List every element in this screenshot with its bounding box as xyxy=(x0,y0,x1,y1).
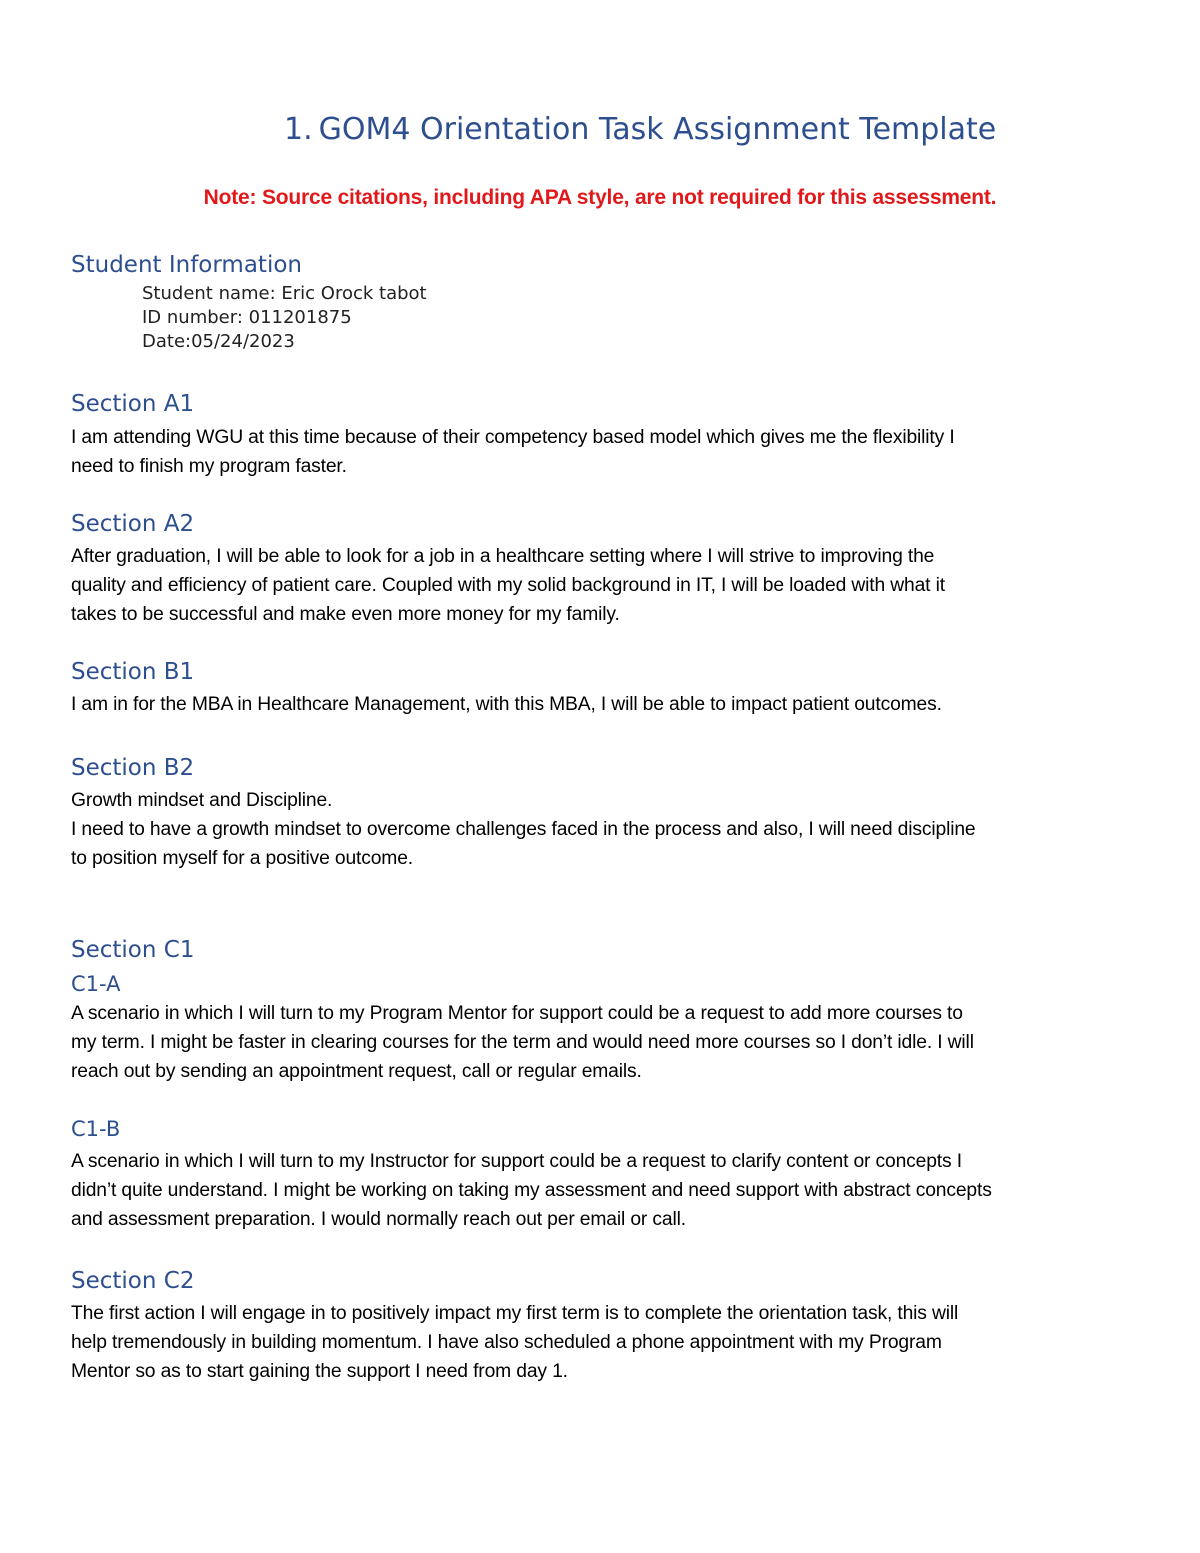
section-b2-line: Growth mindset and Discipline. xyxy=(71,790,333,811)
section-c1b-heading: C1-B xyxy=(71,1117,121,1141)
section-b2-heading: Section B2 xyxy=(71,755,195,781)
section-b1-body xyxy=(71,690,1141,719)
section-c2-line: Mentor so as to start gaining the support I need from day 1. xyxy=(71,1361,568,1382)
assessment-note: Note: Source citations, including APA style, are not required for this assessment. xyxy=(203,186,997,209)
section-b2-line: to position myself for a positive outcome. xyxy=(71,848,413,869)
section-c1b-line: and assessment preparation. I would normally reach out per email or call. xyxy=(71,1209,686,1230)
section-a2-body xyxy=(71,542,1141,629)
document-title xyxy=(284,112,996,147)
section-c1a-line: my term. I might be faster in clearing courses for the term and would need more courses so I don’t idle. I will xyxy=(71,1032,974,1053)
section-c2-line: help tremendously in building momentum. I have also scheduled a phone appointment with my Program xyxy=(71,1332,942,1353)
student-id-line: ID number: 011201875 xyxy=(142,307,352,328)
section-a1-line: I am attending WGU at this time because of their competency based model which gives me the flexibility I xyxy=(71,427,955,448)
section-c1a-body xyxy=(71,999,1141,1086)
section-a1-body xyxy=(71,423,1141,481)
section-a1-heading: Section A1 xyxy=(71,391,195,417)
title-text: GOM4 Orientation Task Assignment Template xyxy=(318,112,997,147)
section-a2-heading: Section A2 xyxy=(71,511,195,537)
student-date-line: Date:05/24/2023 xyxy=(142,331,295,352)
section-b1-heading: Section B1 xyxy=(71,659,195,685)
section-c1b-line: A scenario in which I will turn to my Instructor for support could be a request to clarify content or concepts I xyxy=(71,1151,962,1172)
section-c2-heading: Section C2 xyxy=(71,1268,195,1294)
section-c1a-line: A scenario in which I will turn to my Program Mentor for support could be a request to add more courses to xyxy=(71,1003,963,1024)
section-c1a-heading: C1-A xyxy=(71,972,121,996)
section-b2-body xyxy=(71,786,1141,873)
section-c2-body xyxy=(71,1299,1141,1386)
title-number: 1. xyxy=(284,112,313,147)
section-c1-heading: Section C1 xyxy=(71,937,195,963)
section-c1b-line: didn’t quite understand. I might be working on taking my assessment and need support with abstract concepts xyxy=(71,1180,992,1201)
section-a2-line: quality and efficiency of patient care. Coupled with my solid background in IT, I will be loaded with what it xyxy=(71,575,945,596)
section-a2-line: takes to be successful and make even more money for my family. xyxy=(71,604,620,625)
section-c1b-body xyxy=(71,1147,1141,1234)
student-info-heading: Student Information xyxy=(71,252,302,278)
student-name-line: Student name: Eric Orock tabot xyxy=(142,283,427,304)
section-b2-line: I need to have a growth mindset to overcome challenges faced in the process and also, I will need discipline xyxy=(71,819,976,840)
section-c1a-line: reach out by sending an appointment request, call or regular emails. xyxy=(71,1061,642,1082)
section-a2-line: After graduation, I will be able to look for a job in a healthcare setting where I will strive to improving the xyxy=(71,546,935,567)
section-a1-line: need to finish my program faster. xyxy=(71,456,347,477)
section-c2-line: The first action I will engage in to positively impact my first term is to complete the orientation task, this will xyxy=(71,1303,959,1324)
section-b1-line: I am in for the MBA in Healthcare Management, with this MBA, I will be able to impact patient outcomes. xyxy=(71,694,942,715)
